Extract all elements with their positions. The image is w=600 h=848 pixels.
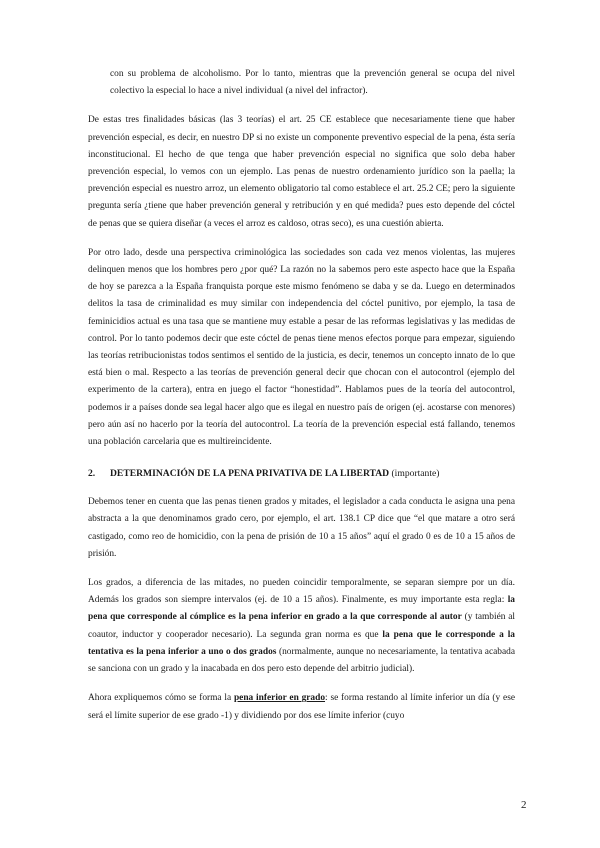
section-number: 2. xyxy=(88,468,96,480)
paragraph-continuation: con su problema de alcoholismo. Por lo tanto, mientras que la prevención general se ocupa del nivel colectivo la especial lo hace a nivel individual (a nivel del infractor). xyxy=(110,69,515,97)
text-run: (y también al coautor, inductor y cooperador necesario). La segunda gran norma es que xyxy=(88,612,515,640)
text-run: Ahora expliquemos cómo se forma la xyxy=(88,693,234,704)
section-heading xyxy=(88,465,515,482)
section-note: (importante) xyxy=(389,468,440,480)
paragraph-criminology: Por otro lado, desde una perspectiva criminológica las sociedades son cada vez menos violentas, las mujeres delinquen menos que los hombres pero ¿por qué? La razón no la sabemos pero este aspecto hace que la España de hoy se parezca a la España franquista porque este mismo fenómeno se daba y se da. Luego en determinados delitos la tasa de criminalidad es muy similar con independencia del cóctel punitivo, por ejemplo, la tasa de feminicidios actual es una tasa que se mantiene muy estable a pesar de las reformas legislativas y las medidas de control. Por lo tanto podemos decir que este cóctel de penas tiene menos efectos porque para empezar, siguiendo las teorías retribucionistas todos sentimos el sentido de la justicia, es decir, tenemos un concepto innato de lo que está bien o mal. Respecto a las teorías de prevención general decir que chocan con el autocontrol (ejemplo del experimento de la cartera), entra en juego el factor “honestidad”. Hablamos pues de la teoría del autocontrol, podemos ir a países donde sea legal hacer algo que es ilegal en nuestro país de origen (ej. acostarse con menores) pero aún así no hacerlo por la teoría del autocontrol. La teoría de la prevención especial está fallando, tenemos una población carcelaria que es multireincidente. xyxy=(88,247,515,448)
bold-rule-tentativa: la pena que le corresponde a la tentativa es la pena inferior a uno o dos grados xyxy=(88,629,515,657)
section-title: DETERMINACIÓN DE LA PENA PRIVATIVA DE LA LIBERTAD xyxy=(110,468,390,480)
paragraph-pena-inferior xyxy=(88,690,515,724)
paragraph-grades-rules xyxy=(88,575,515,678)
document-page xyxy=(88,66,515,725)
text-run: Los grados, a diferencia de las mitades, no pueden coincidir temporalmente, se separan siempre por un día. Además los grados son siempre intervalos (ej. de 10 a 15 años). Finalmente, es muy importante esta regla: xyxy=(88,578,515,606)
paragraph-art25: De estas tres finalidades básicas (las 3 teorías) el art. 25 CE establece que necesariamente tiene que haber prevención especial, es decir, en nuestro DP si no existe un componente preventivo especial de la pena, ésta sería inconstitucional. El hecho de que tenga que haber prevención especial no significa que solo deba haber prevención especial, lo vemos con un ejemplo. Las penas de nuestro ordenamiento jurídico son la paella; la prevención especial es nuestro arroz, un elemento obligatorio tal como establece el art. 25.2 CE; pero la siguiente pregunta sería ¿tiene que haber prevención general y retribución y en qué medida? pues esto depende del cóctel de penas que se quiera diseñar (a veces el arroz es caldoso, otras seco), es una cuestión abierta. xyxy=(88,115,515,229)
page-number: 2 xyxy=(521,799,527,811)
text-run: (normalmente, aunque no necesariamente, la tentativa acabada se sanciona con un grado y la inacabada en dos pero esto depende del arbitrio judicial). xyxy=(88,646,515,675)
paragraph-grades-intro: Debemos tener en cuenta que las penas tienen grados y mitades, el legislador a cada conducta le asigna una pena abstracta a la que denominamos grado cero, por ejemplo, el art. 138.1 CP dice que “el que matare a otro será castigado, como reo de homicidio, con la pena de prisión de 10 a 15 años” aquí el grado 0 es de 10 a 15 años de prisión. xyxy=(88,497,515,559)
underlined-term: pena inferior en grado xyxy=(233,693,326,704)
text-run: : se forma restando al límite inferior un día (y ese será el límite superior de ese grado -1) y dividiendo por dos ese límite inferior (cuyo xyxy=(88,693,515,721)
bold-rule-complice: la pena que corresponde al cómplice es la pena inferior en grado a la que corresponde al autor xyxy=(88,595,515,623)
